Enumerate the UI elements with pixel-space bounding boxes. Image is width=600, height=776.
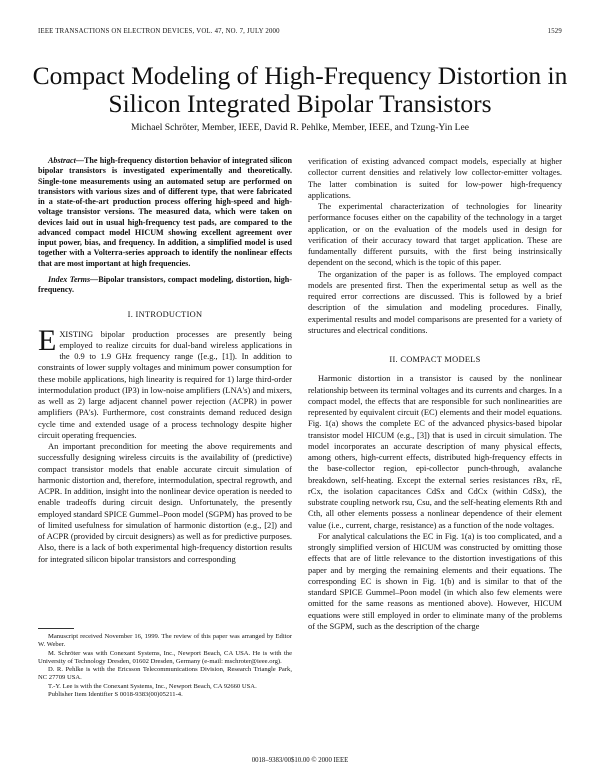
copyright-footer: 0018–9383/00$10.00 © 2000 IEEE (251, 757, 349, 764)
index-terms-text: Bipolar transistors, compact modeling, distortion, high-frequency. (38, 274, 293, 294)
section-heading-introduction: I. INTRODUCTION (127, 310, 203, 320)
paper-title: Compact Modeling of High-Frequency Distortion in Silicon Integrated Bipolar Transistors (32, 61, 568, 118)
intro-paragraph-4: The organization of the paper is as follows. The employed compact models are presented first. Then the experimental setup as well as the required error corrections are discussed. This is followed by a brief description of the simulation and modeling procedures. Finally, experimental results and model comparisons are presented for a variety of structures and electrical conditions. (308, 268, 562, 335)
footnote-author-3: T.-Y. Lee is with the Conexant Systems, Inc., Newport Beach, CA 92660 USA. (48, 682, 257, 690)
right-column (308, 156, 562, 632)
drop-cap: E (38, 323, 57, 357)
manuscript-footnote (38, 633, 292, 699)
abstract-label: Abstract— (48, 156, 84, 165)
models-paragraph-1: Harmonic distortion in a transistor is caused by the nonlinear relationship between its terminal voltages and its currents and charges. In a compact model, the effects that are responsible for such nonlinearities are represented by equivalent circuit (EC) elements and their model equations. Fig. 1(a) shows the complete EC of the advanced physics-based bipolar transistor model HICUM (e.g., [3]) that is used in circuit simulation. The model incorporates an accurate description of many physical effects, among others, high-current effects, distributed high-frequency effects in the base-collector region, epi-collector punch-through, avalanche breakdown, self-heating. Except the external series resistances rBx, rE, rCx, the isolation capacitances CdSx and CdCx (within CdSx), the substrate coupling network rsu, Csu, and the self-heating elements Rth and Cth, all other elements possess a nonlinear dependence of their element value (i.e., current, charge, resistance) as a function of the node voltages. (308, 373, 562, 530)
page-number: 1529 (547, 28, 562, 35)
footnote-author-1: M. Schröter was with Conexant Systems, Inc., Newport Beach, CA USA. He is with the University of Technology Dresden, 01602 Dresden, Germany (e-mail: mschroter@ieee.org). (38, 649, 292, 665)
running-header: IEEE TRANSACTIONS ON ELECTRON DEVICES, VOL. 47, NO. 7, JULY 2000 (38, 28, 280, 35)
index-terms-label: Index Terms— (48, 274, 99, 284)
footnote-rule (38, 628, 74, 629)
models-paragraph-2: For analytical calculations the EC in Fig. 1(a) is too complicated, and a strongly simplified version of HICUM was constructed by omitting those effects that are of little relevance to the distortion investigations of this paper and by merging the remaining elements and their equations. The corresponding EC is shown in Fig. 1(b) and is similar to that of the standard SPICE Gummel–Poon model (in which also few elements were omitted for the same reasons as mentioned above). However, HICUM equations were still employed in order to eliminate many of the problems of the SGPM, such as the description of the charge (308, 530, 562, 631)
abstract-text: The high-frequency distortion behavior of integrated silicon bipolar transistors is investigated experimentally and theoretically. Single-tone measurements using an automated setup are performed on transistors with various sizes and of different type, that were fabricated in a state-of-the-art production process offering high-speed and high-voltage transistor versions. The measured data, which were taken on devices laid out in usual high-frequency test pads, are compared to the advanced compact model HICUM showing excellent agreement over input power, bias, and frequency. In addition, a simplified model is used together with a Volterra-series approach to identify the nonlinear effects that are most important at high frequencies. (38, 156, 292, 268)
intro-paragraph-3: The experimental characterization of technologies for linearity performance focuses either on the capability of the technology in a target application, or on the evaluation of the models used in design for verification of their accuracy toward that target application. These are fundamentally different pursuits, with the first being instrinsically dependent on the second, which is the topic of this paper. (308, 201, 562, 268)
left-column (38, 156, 292, 565)
abstract (38, 156, 292, 295)
intro-paragraph-1: EXISTING bipolar production processes are presently being employed to realize circuits for dual-band wireless applications in the 0.9 to 1.9 GHz frequency range ([e.g., [1]). In addition to constraints of lower supply voltages and minimum power consumption for these mobile applications, high linearity is required for 1) large third-order intermodulation product (IP3) in low-noise amplifiers (LNA's) and mixers, as well as 2) large adjacent channel power rejection (ACPR) in power amplifiers (PA's). Furthermore, cost constraints demand reduced design cycle time and extended usage of a process technology despite higher circuit operating frequencies. (38, 323, 292, 440)
footnote-received: Manuscript received November 16, 1999. The review of this paper was arranged by Editor W. Weber. (38, 633, 292, 649)
continued-paragraph: verification of existing advanced compact models, especially at higher collector current densities and relatively low collector-emitter voltages. The latter combination is suited for low-power high-frequency applications. (308, 156, 562, 200)
intro-paragraph-2: An important precondition for meeting the above requirements and successfully designing wireless circuits is the availability of (predictive) compact transistor models that enable accurate circuit simulation of harmonic distortion and, therefore, intermodulation, spectral regrowth, and ACPR. In addition, insight into the nonlinear device operation is needed to enable tradeoffs during circuit design. Unfortunately, the presently employed standard SPICE Gummel–Poon model (SGPM) has proved to be of limited usefulness for simulation of harmonic distortion (e.g., [2]) and of ACPR (provided by circuit designers) as well as for predictive purposes. Also, there is a lack of both experimental high-frequency distortion results for integrated silicon bipolar transistors and corresponding (38, 441, 292, 564)
footnote-author-2: D. R. Pehlke is with the Ericsson Telecommunications Division, Research Triangle Park, NC 27709 USA. (38, 666, 292, 682)
section-heading-compact-models: II. COMPACT MODELS (389, 355, 481, 364)
footnote-publisher-id: Publisher Item Identifier S 0018-9383(00)05211-4. (48, 691, 183, 699)
author-list: Michael Schröter, Member, IEEE, David R. Pehlke, Member, IEEE, and Tzung-Yin Lee (130, 122, 470, 133)
